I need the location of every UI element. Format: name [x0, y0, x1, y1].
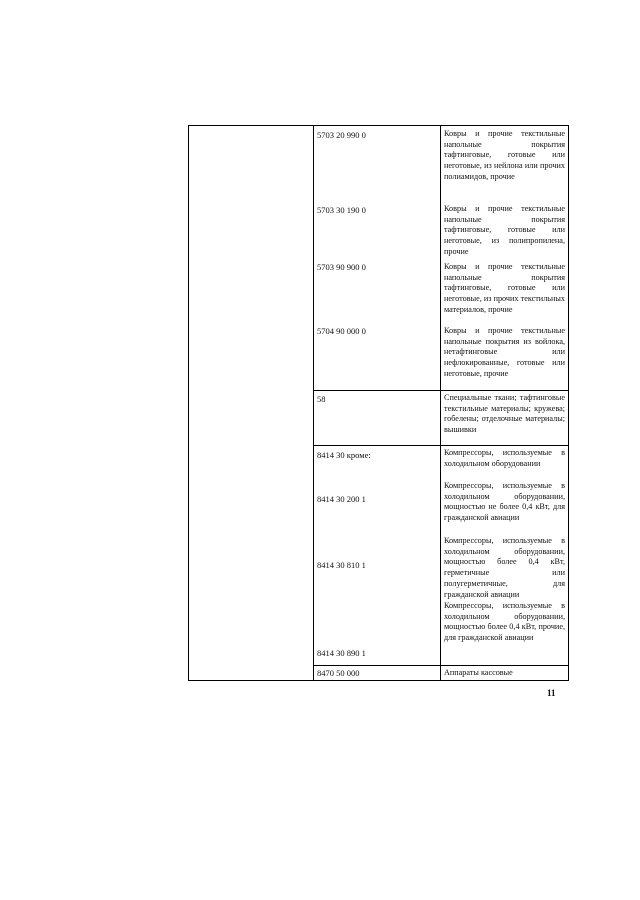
tariff-code: 5703 30 190 0 [317, 205, 366, 215]
tariff-code: 8414 30 кроме: [317, 450, 371, 460]
item-description: Компрессоры, используемые в холодильном оборудовании [444, 448, 565, 468]
item-description: Компрессоры, используемые в холодильном оборудовании, мощностью не более 0,4 кВт, для гражданской авиации [444, 481, 565, 523]
table-border-left [188, 125, 189, 681]
item-description: Ковры и прочие текстильные напольные покрытия тафтинговые, готовые или неготовые, из прочих текстильных материалов, прочие [444, 262, 565, 314]
tariff-code: 5704 90 000 0 [317, 326, 366, 336]
table-border-right [568, 125, 569, 681]
item-description: Ковры и прочие текстильные напольные покрытия тафтинговые, готовые или неготовые, из нейлона или прочих полиамидов, прочие [444, 129, 565, 181]
tariff-code: 5703 20 990 0 [317, 130, 366, 140]
table-border-bottom [188, 680, 569, 681]
item-description: Ковры и прочие текстильные напольные покрытия тафтинговые, готовые или неготовые, из полипропилена, прочие [444, 204, 565, 256]
item-description: Компрессоры, используемые в холодильном оборудовании, мощностью более 0,4 кВт, прочие, для гражданской авиации [444, 601, 565, 643]
item-description: Специальные ткани; тафтинговые текстильные материалы; кружева; гобелены; отделочные материалы; вышивки [444, 393, 565, 435]
tariff-code: 58 [317, 394, 326, 404]
row-divider-2 [313, 445, 569, 446]
table-divider-col2 [440, 125, 441, 681]
page-number: 11 [547, 688, 556, 698]
tariff-code: 5703 90 900 0 [317, 262, 366, 272]
row-divider-3 [313, 665, 569, 666]
item-description: Аппараты кассовые [444, 668, 513, 677]
tariff-code: 8414 30 810 1 [317, 560, 366, 570]
table-divider-col1 [313, 125, 314, 681]
table-border-top [188, 125, 569, 126]
row-divider-1 [313, 390, 569, 391]
item-description: Ковры и прочие текстильные напольные покрытия из войлока, нетафтинговые или нефлокированные, готовые или неготовые, прочие [444, 326, 565, 378]
tariff-code: 8414 30 890 1 [317, 648, 366, 658]
tariff-code: 8470 50 000 [317, 668, 360, 678]
tariff-code: 8414 30 200 1 [317, 494, 366, 504]
item-description: Компрессоры, используемые в холодильном оборудовании, мощностью более 0,4 кВт, герметичные или полугерметичные, для гражданской авиации [444, 536, 565, 599]
